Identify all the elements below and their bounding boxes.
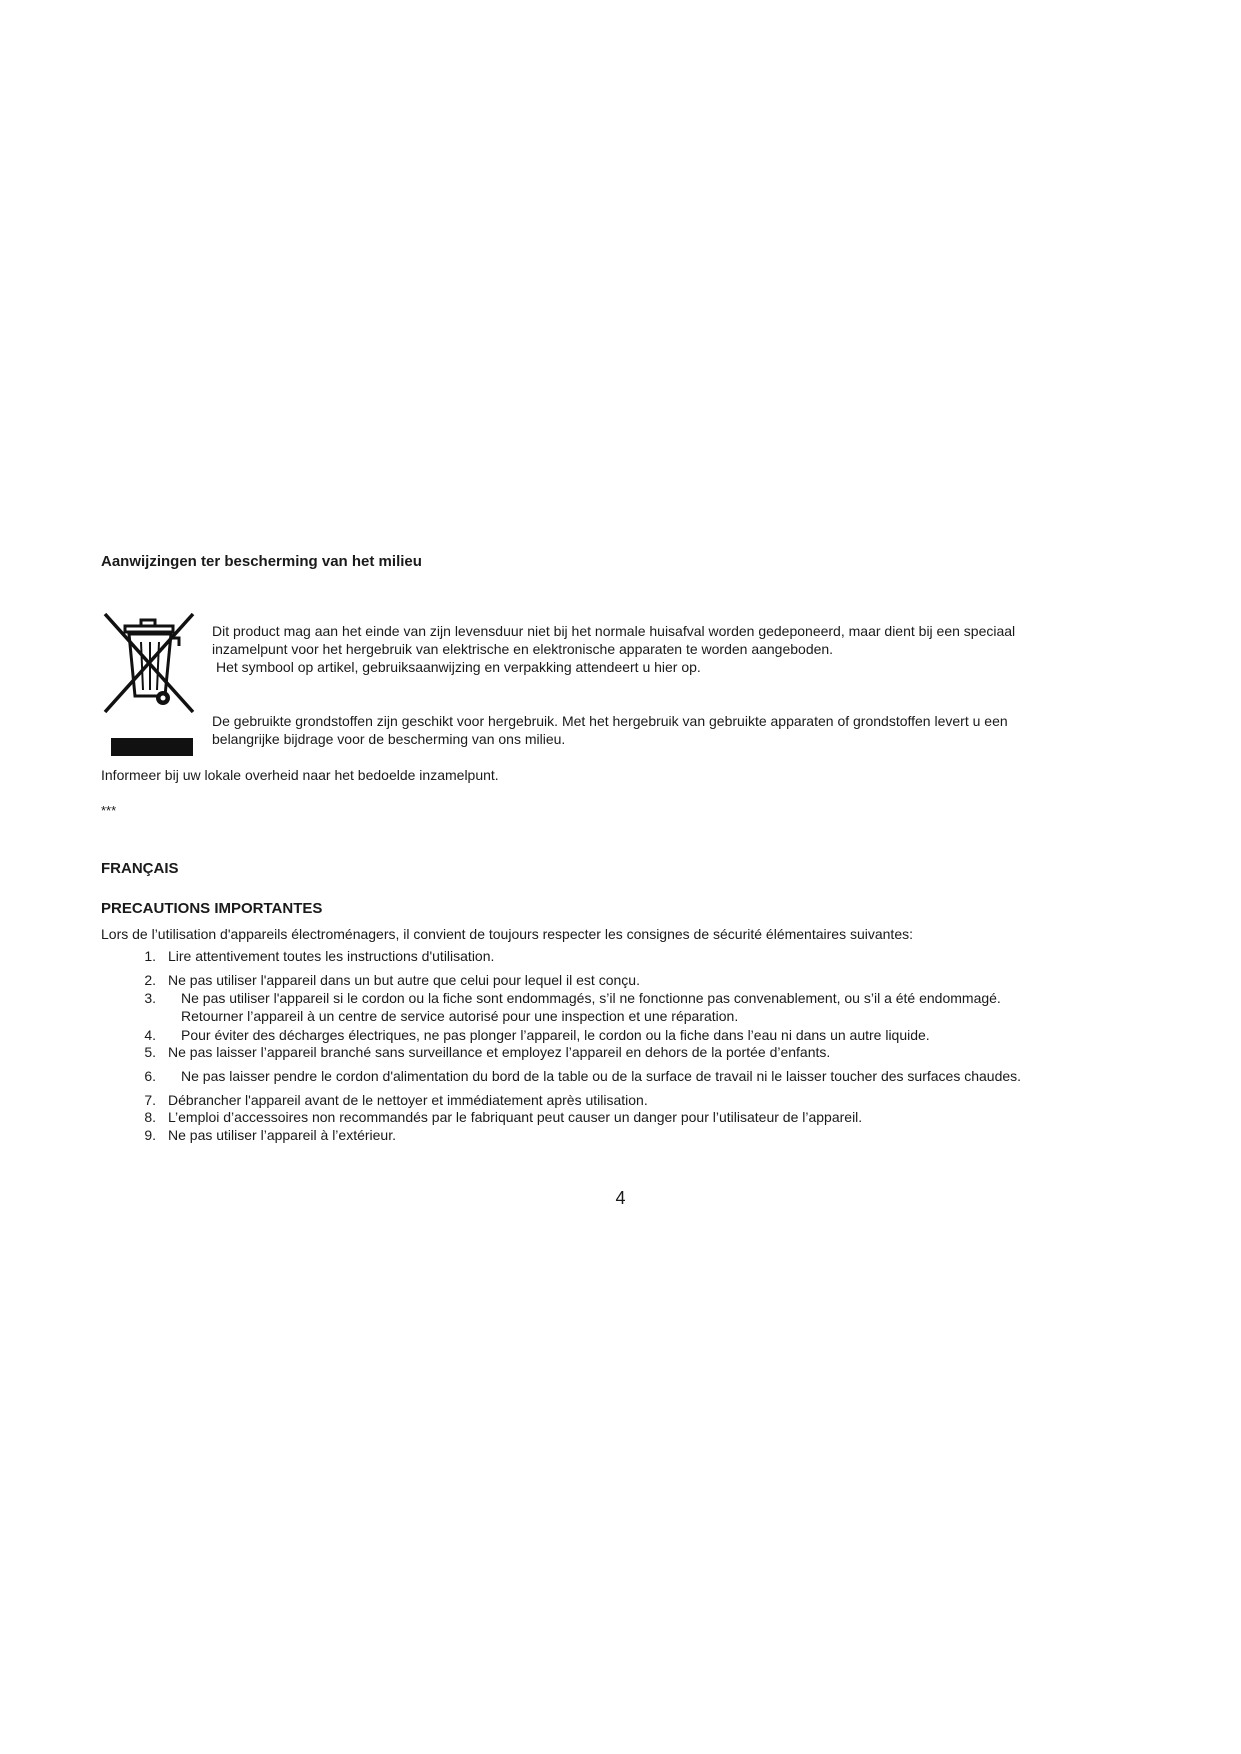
list-number: 4. (144, 1027, 156, 1043)
list-number: 1. (144, 948, 156, 964)
text-line: De gebruikte grondstoffen zijn geschikt voor hergebruik. Met het hergebruik van gebruikte apparaten of grondstoffen levert u een (212, 713, 1008, 729)
environment-inform-text: Informeer bij uw lokale overheid naar het bedoelde inzamelpunt. (101, 767, 499, 783)
page-number: 4 (615, 1188, 626, 1208)
list-text: Ne pas laisser l’appareil branché sans surveillance et employez l’appareil en dehors de la portée d’enfants. (168, 1044, 831, 1060)
text-line: belangrijke bijdrage voor de bescherming van ons milieu. (212, 731, 566, 747)
list-text: Ne pas utiliser l’appareil à l’extérieur. (168, 1127, 396, 1143)
list-text: L’emploi d’accessoires non recommandés par le fabriquant peut causer un danger pour l’utilisateur de l’appareil. (168, 1109, 863, 1125)
environment-paragraph-1 (212, 622, 1015, 676)
list-text: Retourner l’appareil à un centre de service autorisé pour une inspection et une réparation. (181, 1008, 739, 1024)
list-text: Pour éviter des décharges électriques, ne pas plonger l’appareil, le cordon ou la fiche dans l’eau ni dans un autre liquide. (181, 1027, 930, 1043)
list-number: 5. (144, 1044, 156, 1060)
list-text: Lire attentivement toutes les instructions d'utilisation. (168, 948, 495, 964)
text-line: Dit product mag aan het einde van zijn levensduur niet bij het normale huisafval worden gedeponeerd, maar dient bij een speciaal (212, 623, 1016, 639)
list-number: 8. (144, 1109, 156, 1125)
list-number: 7. (144, 1092, 156, 1108)
list-number: 6. (144, 1068, 156, 1084)
list-text: Débrancher l'appareil avant de le nettoyer et immédiatement après utilisation. (168, 1092, 648, 1108)
precautions-title: PRECAUTIONS IMPORTANTES (101, 900, 323, 917)
list-text: Ne pas utiliser l'appareil si le cordon ou la fiche sont endommagés, s’il ne fonctionne pas convenablement, ou s’il a été endommagé. (181, 990, 1001, 1006)
section-separator: *** (101, 803, 117, 818)
list-number: 3. (144, 990, 156, 1006)
text-line: inzamelpunt voor het hergebruik van elektrische en elektronische apparaten te worden aangeboden. (212, 641, 834, 657)
weee-crossed-bin-icon (101, 612, 201, 758)
list-number: 2. (144, 972, 156, 988)
language-heading: FRANÇAIS (101, 860, 179, 877)
text-line: Het symbool op artikel, gebruiksaanwijzing en verpakking attendeert u hier op. (216, 659, 701, 675)
list-text: Ne pas laisser pendre le cordon d'alimentation du bord de la table ou de la surface de travail ni le laisser toucher des surfaces chaudes. (181, 1068, 1022, 1084)
precautions-intro: Lors de l’utilisation d'appareils électroménagers, il convient de toujours respecter les consignes de sécurité élémentaires suivantes: (101, 926, 913, 942)
list-text: Ne pas utiliser l'appareil dans un but autre que celui pour lequel il est conçu. (168, 972, 640, 988)
environment-heading: Aanwijzingen ter bescherming van het milieu (101, 553, 422, 570)
list-number: 9. (144, 1127, 156, 1143)
environment-paragraph-2 (212, 712, 1008, 748)
